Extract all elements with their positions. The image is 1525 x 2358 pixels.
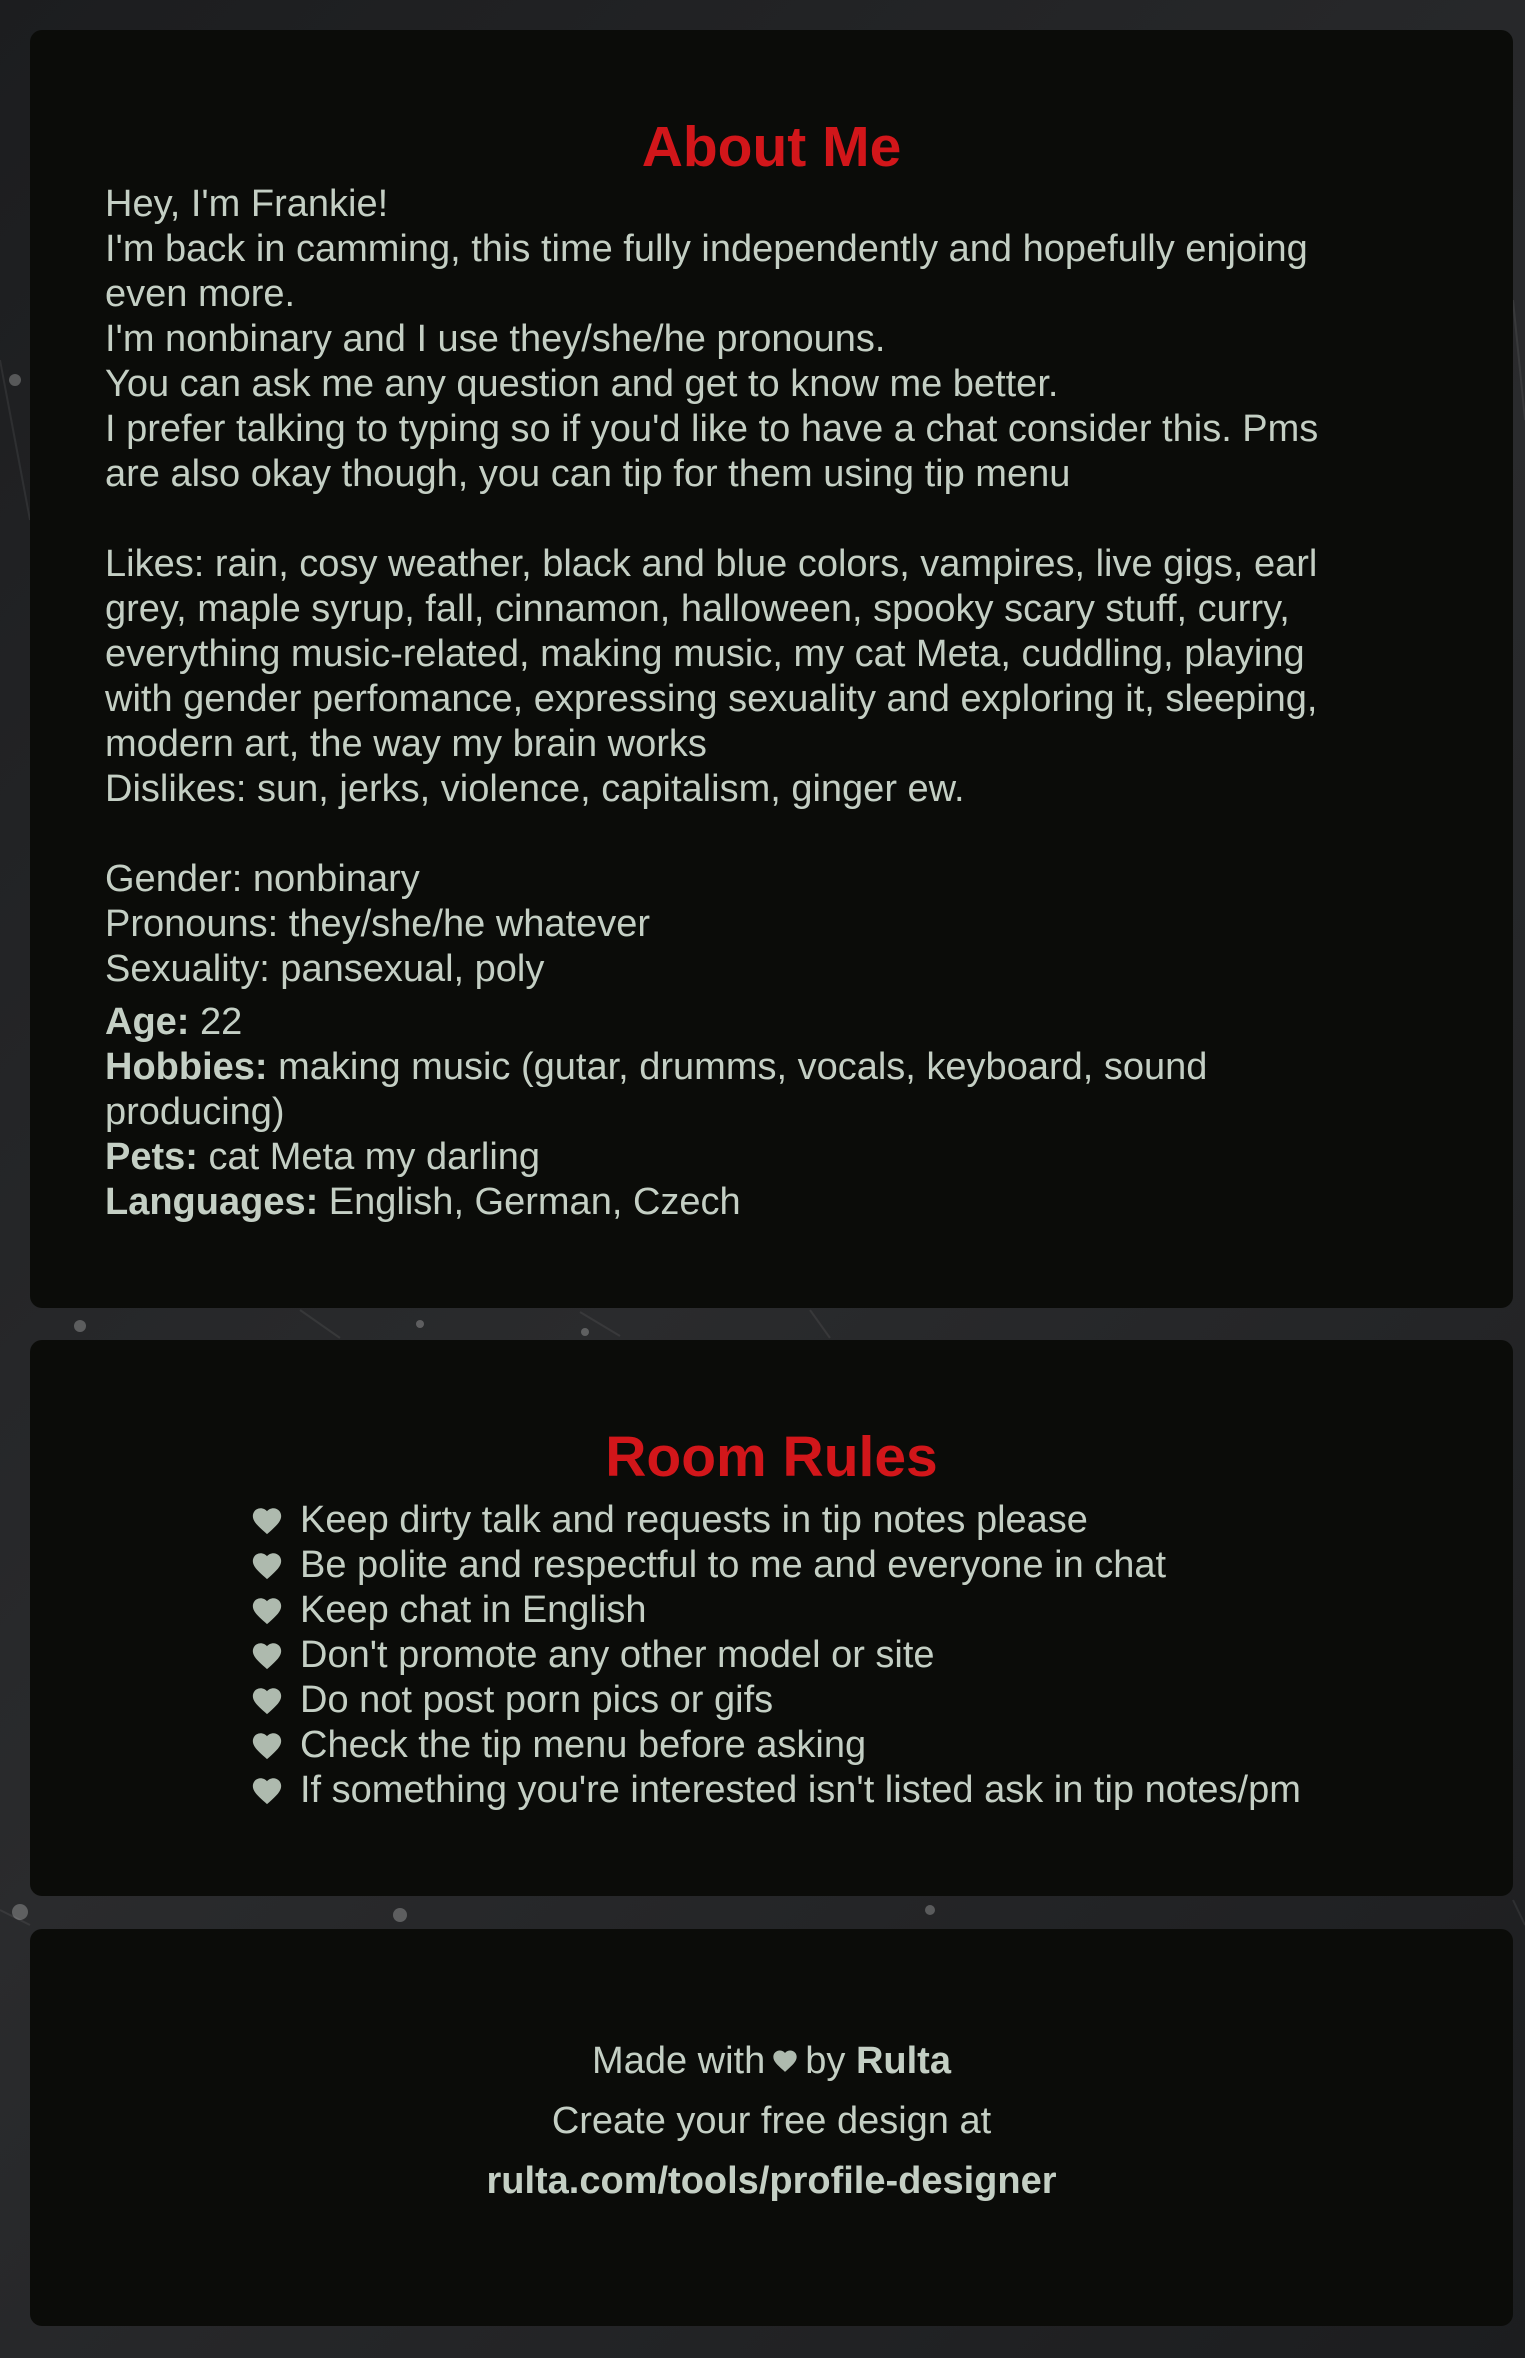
rule-item [250,1588,1438,1633]
profile-details [105,1000,1438,1225]
profile-designer-link[interactable] [30,2151,1513,2211]
room-rules-title: Room Rules [605,1425,938,1489]
pronouns-line: Pronouns: they/she/he whatever [105,903,651,945]
rule-text: Don't promote any other model or site [300,1634,935,1676]
detail-value: making music (gutar, drumms, vocals, keyboard, sound [267,1046,1208,1088]
heart-icon [250,1729,284,1763]
likes-line: with gender perfomance, expressing sexuality and exploring it, sleeping, [105,678,1318,720]
rules-list [250,1498,1438,1813]
rule-text: Check the tip menu before asking [300,1724,867,1766]
brand-name: Rulta [855,2040,951,2082]
paragraph-gap [105,812,1438,857]
heart-icon [250,1594,284,1628]
paragraph-gap [105,497,1438,542]
heart-icon [250,1774,284,1808]
gender-line: Gender: nonbinary [105,858,420,900]
about-me-panel [30,30,1513,1308]
intro-line: even more. [105,273,296,315]
made-with-text: Made with [592,2040,766,2082]
heart-icon [250,1549,284,1583]
rule-text: Do not post porn pics or gifs [300,1679,774,1721]
likes-line: everything music-related, making music, my cat Meta, cuddling, playing [105,633,1305,675]
about-me-text [105,182,1438,992]
rule-text: Keep dirty talk and requests in tip notes please [300,1499,1088,1541]
heart-icon [250,1504,284,1538]
intro-line: I'm back in camming, this time fully independently and hopefully enjoing [105,228,1308,270]
made-with-line [30,2031,1513,2091]
detail-hobbies [105,1045,1438,1090]
profile-designer-link-text[interactable]: rulta.com/tools/profile-designer [486,2160,1057,2202]
detail-label: Age: [105,1001,190,1043]
heart-icon [250,1639,284,1673]
rule-item [250,1678,1438,1723]
heart-icon [771,2047,799,2075]
detail-hobbies-cont [105,1090,1438,1135]
footer-panel [30,1929,1513,2326]
likes-line: Likes: rain, cosy weather, black and blue colors, vampires, live gigs, earl [105,543,1318,585]
detail-value: producing) [105,1091,285,1133]
intro-line: are also okay though, you can tip for them using tip menu [105,453,1071,495]
by-text: by [805,2040,846,2082]
create-design-text: Create your free design at [551,2100,992,2142]
rule-item [250,1543,1438,1588]
sexuality-line: Sexuality: pansexual, poly [105,948,545,990]
detail-age [105,1000,1438,1045]
detail-label: Languages: [105,1181,319,1223]
likes-line: grey, maple syrup, fall, cinnamon, halloween, spooky scary stuff, curry, [105,588,1290,630]
rule-item [250,1633,1438,1678]
rule-text: Be polite and respectful to me and everyone in chat [300,1544,1167,1586]
intro-line: You can ask me any question and get to know me better. [105,363,1059,405]
intro-line: Hey, I'm Frankie! [105,183,389,225]
detail-label: Hobbies: [105,1046,268,1088]
detail-languages [105,1180,1438,1225]
detail-label: Pets: [105,1136,198,1178]
intro-line: I prefer talking to typing so if you'd like to have a chat consider this. Pms [105,408,1319,450]
about-me-title: About Me [641,115,902,179]
detail-value: 22 [189,1001,243,1043]
rule-item [250,1768,1438,1813]
dislikes-line: Dislikes: sun, jerks, violence, capitalism, ginger ew. [105,768,965,810]
rule-item [250,1498,1438,1543]
detail-value: English, German, Czech [318,1181,741,1223]
rule-item [250,1723,1438,1768]
detail-pets [105,1135,1438,1180]
detail-value: cat Meta my darling [197,1136,541,1178]
rule-text: If something you're interested isn't listed ask in tip notes/pm [300,1769,1301,1811]
rule-text: Keep chat in English [300,1589,647,1631]
heart-icon [250,1684,284,1718]
room-rules-panel [30,1340,1513,1896]
intro-line: I'm nonbinary and I use they/she/he pronouns. [105,318,886,360]
likes-line: modern art, the way my brain works [105,723,707,765]
